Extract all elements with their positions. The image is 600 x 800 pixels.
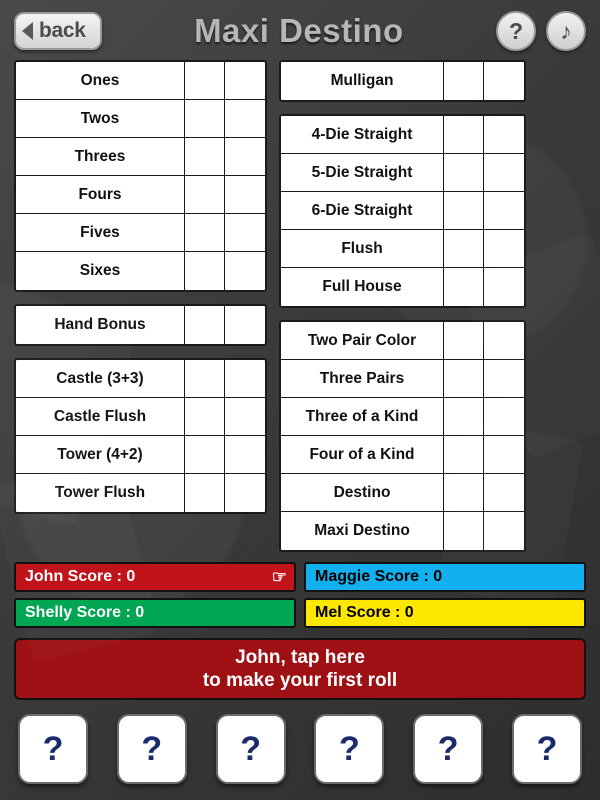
table-row[interactable]	[16, 176, 265, 214]
score-cell[interactable]	[225, 252, 265, 290]
scorecard-right-column	[279, 60, 526, 552]
score-cell[interactable]	[444, 360, 484, 397]
score-cell[interactable]	[444, 322, 484, 359]
score-cell[interactable]	[225, 398, 265, 435]
category-label: Twos	[16, 100, 185, 137]
score-cell[interactable]	[185, 62, 225, 99]
table-row[interactable]	[16, 306, 265, 344]
score-cell[interactable]	[484, 62, 524, 100]
table-row[interactable]	[16, 360, 265, 398]
score-cell[interactable]	[444, 154, 484, 191]
score-cell[interactable]	[185, 360, 225, 397]
category-label: 4-Die Straight	[281, 116, 444, 153]
upper-section-table	[14, 60, 267, 292]
player-score-label: Shelly Score : 0	[25, 604, 145, 621]
castle-tower-table	[14, 358, 267, 514]
score-cell[interactable]	[484, 474, 524, 511]
header-actions	[496, 11, 586, 51]
sound-icon[interactable]: ♪	[546, 11, 586, 51]
die-4[interactable]: ?	[314, 714, 384, 784]
die-5[interactable]: ?	[413, 714, 483, 784]
scorecard-left-column	[14, 60, 267, 552]
category-label: 6-Die Straight	[281, 192, 444, 229]
table-row[interactable]	[281, 322, 524, 360]
table-row[interactable]	[16, 252, 265, 290]
table-row[interactable]	[281, 474, 524, 512]
score-cell[interactable]	[484, 192, 524, 229]
dice-tray	[0, 700, 600, 784]
score-cell[interactable]	[185, 474, 225, 512]
score-cell[interactable]	[444, 268, 484, 306]
score-cell[interactable]	[484, 512, 524, 550]
score-cell[interactable]	[225, 306, 265, 344]
score-cell[interactable]	[225, 436, 265, 473]
score-cell[interactable]	[225, 214, 265, 251]
score-cell[interactable]	[444, 474, 484, 511]
score-cell[interactable]	[185, 398, 225, 435]
score-cell[interactable]	[484, 268, 524, 306]
category-label: Castle Flush	[16, 398, 185, 435]
score-cell[interactable]	[225, 100, 265, 137]
table-row[interactable]	[281, 360, 524, 398]
table-row[interactable]	[281, 436, 524, 474]
score-cell[interactable]	[185, 100, 225, 137]
category-label: Tower (4+2)	[16, 436, 185, 473]
category-label: Fives	[16, 214, 185, 251]
table-row[interactable]	[281, 62, 524, 100]
table-row[interactable]	[281, 268, 524, 306]
table-row[interactable]	[281, 192, 524, 230]
back-button[interactable]	[14, 12, 102, 50]
score-cell[interactable]	[444, 512, 484, 550]
score-cell[interactable]	[185, 436, 225, 473]
score-cell[interactable]	[484, 360, 524, 397]
category-label: Four of a Kind	[281, 436, 444, 473]
help-icon[interactable]: ?	[496, 11, 536, 51]
score-cell[interactable]	[185, 176, 225, 213]
score-cell[interactable]	[444, 116, 484, 153]
table-row[interactable]	[16, 474, 265, 512]
back-button-label: back	[39, 19, 86, 42]
player-score-label: Mel Score : 0	[315, 604, 414, 621]
score-cell[interactable]	[185, 306, 225, 344]
category-label: Two Pair Color	[281, 322, 444, 359]
page-title: Maxi Destino	[194, 12, 404, 49]
player-score-shelly[interactable]	[14, 598, 296, 628]
category-label: Threes	[16, 138, 185, 175]
score-cell[interactable]	[185, 252, 225, 290]
player-score-maggie[interactable]	[304, 562, 586, 592]
score-cell[interactable]	[444, 192, 484, 229]
table-row[interactable]	[16, 214, 265, 252]
score-cell[interactable]	[444, 436, 484, 473]
table-row[interactable]	[281, 116, 524, 154]
mulligan-table	[279, 60, 526, 102]
table-row[interactable]	[16, 436, 265, 474]
score-cell[interactable]	[225, 360, 265, 397]
score-cell[interactable]	[185, 138, 225, 175]
app-header	[0, 0, 600, 56]
roll-prompt-button[interactable]	[14, 638, 586, 700]
player-score-panel	[0, 552, 600, 628]
player-score-mel[interactable]	[304, 598, 586, 628]
category-label: Flush	[281, 230, 444, 267]
prompt-line-2: to make your first roll	[202, 670, 398, 691]
score-cell[interactable]	[444, 398, 484, 435]
table-row[interactable]	[281, 512, 524, 550]
player-score-john[interactable]	[14, 562, 296, 592]
pointing-hand-icon: ☞	[271, 567, 287, 587]
score-cell[interactable]	[225, 138, 265, 175]
category-label: Tower Flush	[16, 474, 185, 512]
score-cell[interactable]	[484, 116, 524, 153]
category-label: Hand Bonus	[16, 306, 185, 344]
score-cell[interactable]	[444, 62, 484, 100]
straights-table	[279, 114, 526, 308]
score-cell[interactable]	[484, 436, 524, 473]
category-label: Maxi Destino	[281, 512, 444, 550]
back-arrow-icon	[22, 22, 33, 40]
hand-bonus-table	[14, 304, 267, 346]
score-cell[interactable]	[484, 230, 524, 267]
category-label: Three of a Kind	[281, 398, 444, 435]
die-1[interactable]: ?	[18, 714, 88, 784]
player-score-label: Maggie Score : 0	[315, 568, 443, 585]
category-label: Destino	[281, 474, 444, 511]
score-cell[interactable]	[225, 176, 265, 213]
score-cell[interactable]	[225, 62, 265, 99]
table-row[interactable]	[281, 230, 524, 268]
die-6[interactable]: ?	[512, 714, 582, 784]
table-row[interactable]	[281, 398, 524, 436]
category-label: Fours	[16, 176, 185, 213]
scorecard	[0, 56, 600, 552]
table-row[interactable]	[16, 62, 265, 100]
category-label: Ones	[16, 62, 185, 99]
category-label: Castle (3+3)	[16, 360, 185, 397]
category-label: Three Pairs	[281, 360, 444, 397]
table-row[interactable]	[16, 100, 265, 138]
combinations-table	[279, 320, 526, 552]
prompt-line-1: John, tap here	[235, 646, 365, 668]
score-cell[interactable]	[484, 154, 524, 191]
score-cell[interactable]	[444, 230, 484, 267]
table-row[interactable]	[281, 154, 524, 192]
table-row[interactable]	[16, 138, 265, 176]
score-cell[interactable]	[185, 214, 225, 251]
category-label: 5-Die Straight	[281, 154, 444, 191]
category-label: Mulligan	[281, 62, 444, 100]
category-label: Full House	[281, 268, 444, 306]
category-label: Sixes	[16, 252, 185, 290]
table-row[interactable]	[16, 398, 265, 436]
score-cell[interactable]	[484, 398, 524, 435]
player-score-label: John Score : 0	[25, 568, 136, 585]
die-3[interactable]: ?	[216, 714, 286, 784]
score-cell[interactable]	[225, 474, 265, 512]
score-cell[interactable]	[484, 322, 524, 359]
die-2[interactable]: ?	[117, 714, 187, 784]
